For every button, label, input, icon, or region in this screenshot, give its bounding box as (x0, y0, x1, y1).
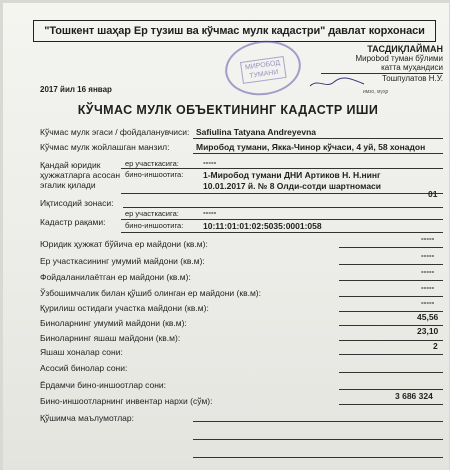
document-date: 2017 йил 16 январ (40, 85, 112, 94)
row-legal-land-area-label: Юридик ҳужжат бўйича ер майдони (кв.м): (40, 239, 208, 249)
row-construction-area-value: ----- (421, 298, 435, 307)
row-inventory-price-line (339, 404, 443, 405)
address-value: Миробод тумани, Якка-Чинор кўчаси, 4 уй, 58 хонадон (196, 142, 426, 152)
row-main-buildings-label: Асосий бинолар сони: (40, 363, 128, 373)
row-legal-land-area-value: ----- (421, 234, 435, 243)
owner-underline (193, 138, 443, 139)
stamp-text: МИРОБОД ТУМАНИ (240, 56, 286, 84)
basis-building-underline (121, 193, 443, 194)
basis-land-value: ----- (203, 158, 217, 167)
row-used-land-area-line (339, 280, 443, 281)
row-construction-area-label: Қурилиш остидаги участка майдони (кв.м): (40, 303, 209, 313)
row-used-land-area-label: Фойдаланилаётган ер майдони (кв.м): (40, 272, 191, 282)
row-total-building-area-value: 45,56 (417, 312, 439, 322)
basis-land-label: ер участкасига: (125, 159, 179, 168)
row-inventory-price-value: 3 686 324 (395, 391, 433, 401)
basis-building-label: бино-иншоотига: (125, 170, 184, 179)
cadastre-label: Кадастр рақами: (40, 217, 106, 227)
approval-line-2: катта муҳандиси (381, 63, 443, 72)
owner-label: Кўчмас мулк эгаси / фойдаланувчиси: (40, 127, 190, 137)
address-label: Кўчмас мулк жойлашган манзил: (40, 142, 170, 152)
additional-info-line-1 (193, 421, 443, 422)
row-total-land-area-label: Ер участкасининг умумий майдони (кв.м): (40, 256, 205, 266)
approval-title: ТАСДИҚЛАЙМАН (367, 44, 443, 54)
row-total-land-area-line (339, 264, 443, 265)
basis-label: Қандай юридик ҳужжатларга асосан эгалик қилади (40, 160, 121, 190)
row-used-land-area-value: ----- (421, 267, 435, 276)
row-unauthorized-area-value: ----- (421, 283, 435, 292)
row-main-buildings-line (339, 372, 443, 373)
cadastre-land-underline (121, 219, 443, 220)
zone-label: Иқтисодий зонаси: (40, 198, 114, 208)
basis-building-value-2: 10.01.2017 й. № 8 Олди-сотди шартномаси (203, 181, 381, 191)
additional-info-line-2 (193, 439, 443, 440)
row-unauthorized-area-line (339, 296, 443, 297)
basis-land-underline (121, 168, 443, 169)
row-rooms-line (339, 354, 443, 355)
approval-name: Тошпулатов Н.У. (321, 73, 443, 83)
address-underline (193, 153, 443, 154)
row-additional-info-label: Қўшимча маълумотлар: (40, 413, 134, 423)
signature-note: имзо, муҳр (363, 89, 389, 95)
row-unauthorized-area-label: Ўзбошимчалик билан қўшиб олинган ер майдони (кв.м): (40, 288, 262, 298)
document-title: КЎЧМАС МУЛК ОБЪЕКТИНИНГ КАДАСТР ИШИ (77, 103, 379, 117)
cadastre-building-label: бино-иншоотига: (125, 221, 184, 230)
row-living-area-value: 23,10 (417, 326, 439, 336)
cadastre-land-label: ер участкасига: (125, 209, 179, 218)
organization-header: "Тошкент шаҳар Ер тузиш ва кўчмас мулк кадастри" давлат корхонаси (33, 20, 436, 42)
row-rooms-label: Яшаш хоналар сони: (40, 347, 123, 357)
zone-underline (123, 207, 443, 208)
additional-info-line-3 (193, 457, 443, 458)
row-rooms-value: 2 (433, 341, 438, 351)
document-page (3, 3, 449, 470)
row-living-area-label: Биноларнинг яшаш майдони (кв.м): (40, 333, 181, 343)
owner-value: Safiulina Tatyana Andreyevna (196, 127, 316, 137)
row-total-land-area-value: ----- (421, 251, 435, 260)
approval-line-1: Мирobod туман бўлими (355, 54, 443, 63)
row-aux-buildings-line (339, 389, 443, 390)
row-total-building-area-label: Биноларнинг умумий майдони (кв.м): (40, 318, 187, 328)
cadastre-building-underline (121, 232, 443, 233)
row-inventory-price-label: Бино-иншоотларнинг инвентар нархи (сўм): (40, 396, 213, 406)
row-living-area-line (339, 340, 443, 341)
zone-value: 01 (428, 189, 438, 199)
row-aux-buildings-label: Ёрдамчи бино-иншоотлар сони: (40, 380, 167, 390)
signature (308, 76, 368, 90)
basis-building-value-1: 1-Миробод тумани ДНИ Артиков Н. Н.нинг (203, 170, 381, 180)
cadastre-building-value: 10:11:01:01:02:5035:0001:058 (203, 221, 322, 231)
cadastre-land-value: ----- (203, 208, 217, 217)
official-stamp (222, 36, 305, 100)
row-legal-land-area-line (339, 247, 443, 248)
